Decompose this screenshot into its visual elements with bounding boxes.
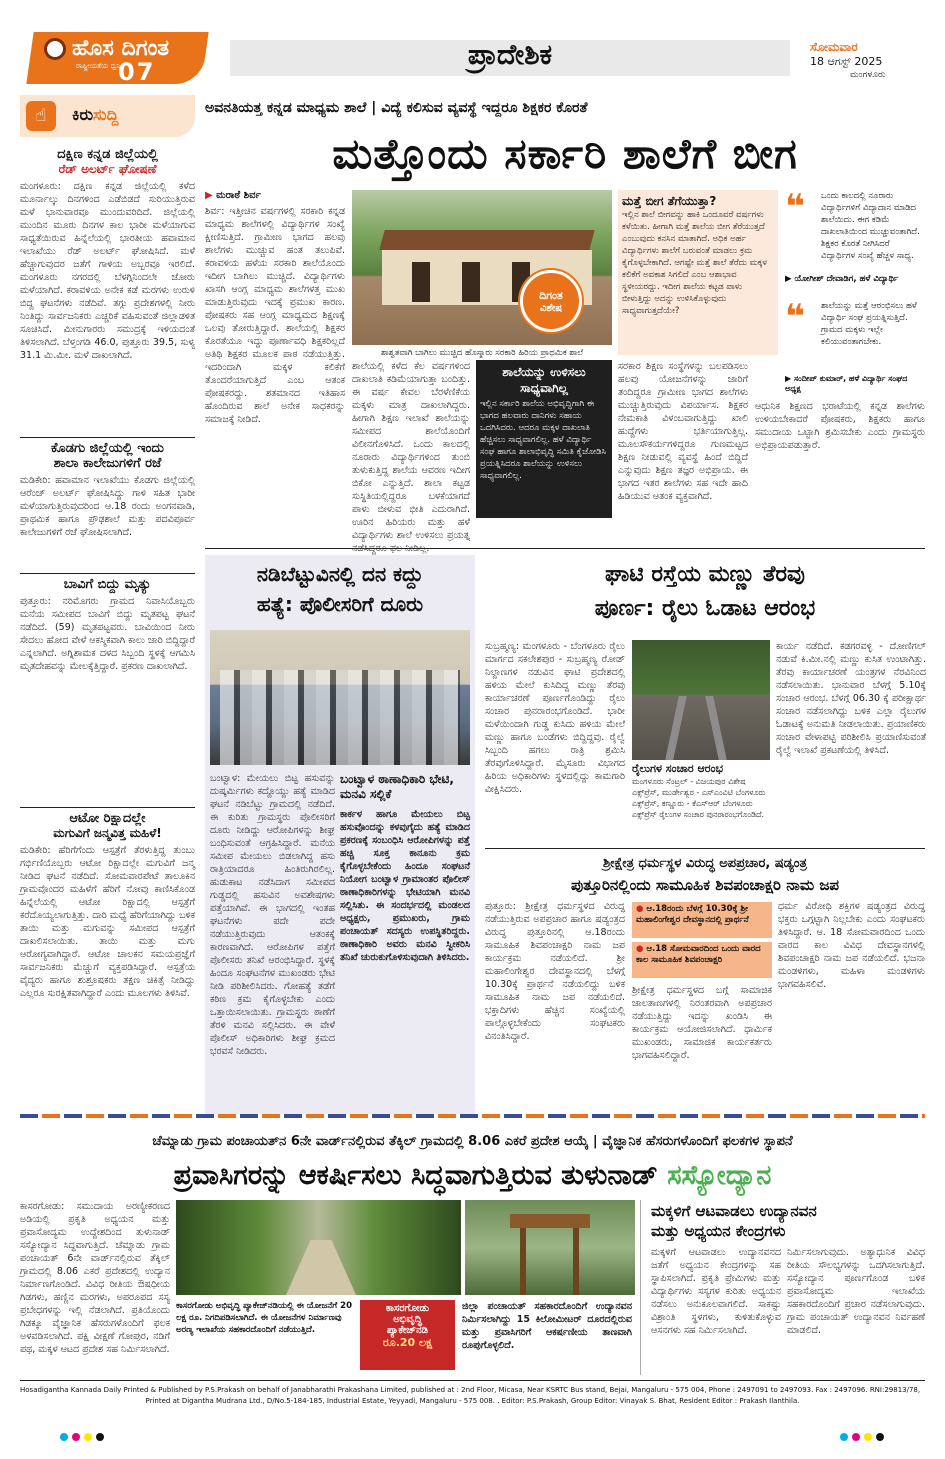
note-text: ಆ.18 ಸೋಮವಾರದಿಂದ ಒಂದು ವಾರದ ಕಾಲ ಸಾಮೂಹಿಕ ಶಿವಪಂಚಾಕ್ಷರಿ	[636, 944, 761, 965]
quote-icon: ❝	[785, 187, 805, 227]
cmyk-dot-icon	[840, 1433, 848, 1441]
quote-text: ಒಂದು ಕಾಲದಲ್ಲಿ ನೂರಾರು ವಿದ್ಯಾರ್ಥಿಗಳಿಗೆ ವಿದ್ಯಾದಾನ ಮಾಡಿದ ಶಾಲೆಯಿದು. ಈಗ ಕಡಿಮೆ ದಾಖಲಾತಿಯಿಂದ ಮುಚ್ಚುವಂತಾಗಿದೆ. ಶಿಕ್ಷಕರ ಕೊರತೆ ನೀಗಿಸಿದರೆ ವಿದ್ಯಾರ್ಥಿಗಳ ಸಂಖ್ಯೆ ಹೆಚ್ಚಳ ಸಾಧ್ಯ.	[821, 191, 920, 261]
question-body: ಇಲ್ಲಿನ ಶಾಲೆ ಬೀಗವನ್ನು ಹಾಕಿ ಒಂದೂವರೆ ವರ್ಷಗಳು ಕಳೆಯಿತು. ಹೀಗಾಗಿ ಮತ್ತೆ ಶಾಲೆಯ ಬೀಗ ತೆರೆಯುತ್ತದೆ ಎಂಬುವುದು ಕನಸಿನ ಮಾತಾಗಿದೆ. ಅಧಿಕ ಅರ್ಹ ವಿದ್ಯಾರ್ಥಿಗಳು ಶಾಲೆಗೆ ಬರುವಂತೆ ಮಾಡಲು ಕ್ರಮ ಕೈಗೊಳ್ಳಬೇಕಾಗಿದೆ. ಆಗಷ್ಟೇ ಮತ್ತೆ ಶಾಲೆ ತೆರೆದು ಮಕ್ಕಳ ಕಲಿಕೆಗೆ ಅವಕಾಶ ಸಿಗಲಿದೆ ಎಂಬ ಆಶಾಭಾವ ಸ್ಥಳೀಯರದ್ದು. ಇದೀಗ ಶಾಲೆಯ ಕಟ್ಟಡ ಪಾಳು ಬೀಳುತ್ತಿದ್ದು ಅದನ್ನು ಉಳಿಸಿಕೊಳ್ಳುವುದು ಸಾಧ್ಯವಾಗುತ್ತದೆಯೇ?	[622, 210, 767, 316]
kiru-item-title-2: ಮಗುವಿಗೆ ಜನ್ಮವಿತ್ತ ಮಹಿಳೆ!	[53, 826, 162, 840]
save-school-box	[476, 360, 612, 518]
package-badge-3: ಪ್ಯಾಕೇಜ್‌ನಡಿ	[387, 1325, 428, 1336]
park-headline-a: ಪ್ರವಾಸಿಗರನ್ನು ಆಕರ್ಷಿಸಲು ಸಿದ್ಧವಾಗುತ್ತಿರುವ ತುಳುನಾಡ್	[173, 1160, 658, 1191]
temple-note-1	[632, 902, 772, 938]
kiru-item-3	[20, 577, 195, 815]
side-col-1: ಮಕ್ಕಳಿಗೆ ಆಟವಾಡಲು ಉದ್ಯಾನವನದ ಜತೆಗೆ ಅಧ್ಯಯನ ಕೇಂದ್ರಗಳನ್ನು ಸಹ ಸ್ಥಾಪಿಸಲಾಗಿದೆ. ಪ್ರಕೃತಿ ಪ್ರೇಮಿಗಳು ಮತ್ತು ವಿದ್ಯಾರ್ಥಿಗಳು ಸಸ್ಯಗಳ ಕುರಿತು ಅಧ್ಯಯನ ನಡೆಸಲು ಅನುಕೂಲವಾಗಲಿದೆ. ಸಾಕಷ್ಟು ವಿಶ್ರಾಂತಿ ಸ್ಥಳಗಳು, ಕುಳಿತುಕೊಳ್ಳುವ ಆಸನಗಳು ಸಹ ನಿರ್ಮಿಸಲಾಗಿದೆ.	[651, 1247, 781, 1336]
quote-text: ಶಾಲೆಯನ್ನು ಮತ್ತೆ ಆರಂಭಿಸಲು ಹಳೆ ವಿದ್ಯಾರ್ಥಿ ಸಂಘ ಪ್ರಯತ್ನಿಸುತ್ತಿದೆ. ಗ್ರಾಮದ ಮಕ್ಕಳು ಇಲ್ಲೇ ಕಲಿಯುವಂತಾಗಬೇಕು.	[821, 301, 917, 347]
print-registration-marks	[60, 1430, 885, 1444]
quote-icon: ❝	[785, 297, 805, 337]
note-bullet-icon: ●	[636, 904, 644, 914]
cmyk-dot-icon	[876, 1433, 884, 1441]
band-divider	[20, 1114, 925, 1118]
section-divider	[485, 848, 925, 849]
park-headline	[20, 1158, 925, 1194]
watchtower-photo	[465, 1200, 635, 1295]
lead-col3: ಸರಕಾರ ಶಿಕ್ಷಣ ಸಂಸ್ಥೆಗಳನ್ನು ಬಲಪಡಿಸಲು ಹಲವು ಯೋಜನೆಗಳನ್ನು ಜಾರಿಗೆ ತಂದಿದ್ದರೂ ಗ್ರಾಮೀಣ ಭಾಗದ ಶಾಲೆಗಳು ಮುಚ್ಚುತ್ತಿರುವುದು ವಿಪರ್ಯಾಸ. ಶಿಕ್ಷಕರ ನೇಮಕಾತಿ ವಿಳಂಬವಾಗುತ್ತಿದ್ದು ಖಾಲಿ ಹುದ್ದೆಗಳು ಭರ್ತಿಯಾಗುತ್ತಿಲ್ಲ. ಮೂಲಸೌಕರ್ಯಗಳಿದ್ದರೂ ಗುಣಮಟ್ಟದ ಶಿಕ್ಷಣ ನೀಡುವಲ್ಲಿ ವ್ಯವಸ್ಥೆ ಹಿಂದೆ ಬಿದ್ದಿದೆ ಎನ್ನುವುದು ಶಿಕ್ಷಣ ತಜ್ಞರ ಅಭಿಪ್ರಾಯ. ಈ ಭಾಗದ ಇತರ ಶಾಲೆಗಳು ಸಹ ಇದೇ ಹಾದಿ ಹಿಡಿಯುವ ಆತಂಕ ವ್ಯಕ್ತವಾಗಿದೆ.	[618, 361, 748, 502]
cmyk-dot-icon	[96, 1433, 104, 1441]
kiru-item-title: ದಕ್ಷಿಣ ಕನ್ನಡ ಜಿಲ್ಲೆಯಲ್ಲಿ	[57, 147, 158, 162]
lead-headline: ಮತ್ತೊಂದು ಸರ್ಕಾರಿ ಶಾಲೆಗೆ ಬೀಗ	[332, 129, 798, 178]
kiru-column	[20, 95, 195, 1110]
kiru-item-4	[20, 811, 195, 1106]
kiru-label	[72, 105, 118, 125]
footer-divider	[20, 1380, 925, 1381]
lead-kicker: ಅವನತಿಯತ್ತ ಕನ್ನಡ ಮಾಧ್ಯಮ ಶಾಲೆ | ವಿದ್ಯೆ ಕಲಿಸುವ ವ್ಯವಸ್ಥೆ ಇದ್ದರೂ ಶಿಕ್ಷಕರ ಕೊರತೆ	[205, 100, 588, 116]
kiru-item-title-2: ರೆಡ್ ಅಲರ್ಟ್ ಘೋಷಣೆ	[58, 162, 157, 176]
digantha-badge	[520, 270, 582, 332]
temple-headline: ಪುತ್ತೂರಿನಲ್ಲಿಂದು ಸಾಮೂಹಿಕ ಶಿವಪಂಚಾಕ್ಷರಿ ನಾಮ ಜಪ	[570, 876, 840, 894]
park-side-box	[640, 1200, 925, 1375]
quote-author: ▶ ಯೋಗೀಶ್ ದೇವಾಡಿಗ, ಹಳೆ ವಿದ್ಯಾರ್ಥಿ	[785, 274, 899, 284]
rail-headline-1: ಘಾಟಿ ರಸ್ತೆಯ ಮಣ್ಣು ತೆರವು	[605, 562, 805, 587]
rail-headline-2: ಪೂರ್ಣ: ರೈಲು ಓಡಾಟ ಆರಂಭ	[594, 596, 816, 621]
railway-caption-box	[632, 762, 770, 840]
divider	[20, 807, 195, 808]
kiru-item-body: ಪುತ್ತೂರು: ನರಿಮೊಗರು ಗ್ರಾಮದ ನಿವಾಸಿಯೊಬ್ಬರು ಮನೆಯ ಸಮೀಪದ ಬಾವಿಗೆ ಬಿದ್ದು ಮೃತಪಟ್ಟ ಘಟನೆ ನಡೆದಿದೆ. (59) ಮೃತಪಟ್ಟವರು. ಬಾವಿಯಿಂದ ನೀರು ಸೇದಲು ಹೋದ ವೇಳೆ ಆಕಸ್ಮಿಕವಾಗಿ ಕಾಲು ಜಾರಿ ಬಿದ್ದಿದ್ದಾರೆ ಎನ್ನಲಾಗಿದೆ. ಅಗ್ನಿಶಾಮಕ ದಳದ ಸಿಬ್ಬಂದಿ ಸ್ಥಳಕ್ಕೆ ಆಗಮಿಸಿ ಮೃತದೇಹವನ್ನು ಮೇಲಕ್ಕೆತ್ತಿದ್ದಾರೆ. ಪ್ರಕರಣ ದಾಖಲಾಗಿದೆ.	[20, 596, 195, 672]
lead-col2: ಶಾಲೆಯಲ್ಲಿ ಕಳೆದ ಕೆಲ ವರ್ಷಗಳಿಂದ ದಾಖಲಾತಿ ಕಡಿಮೆಯಾಗುತ್ತಾ ಬಂದಿತ್ತು. ಈ ವರ್ಷ ಕೇವಲ ಬೆರಳೆಣಿಕೆಯ ಮಕ್ಕಳು ಮಾತ್ರ ದಾಖಲಾಗಿದ್ದರು. ಹೀಗಾಗಿ ಶಿಕ್ಷಣ ಇಲಾಖೆ ಶಾಲೆಯನ್ನು ಸಮೀಪದ ಶಾಲೆಯೊಂದಿಗೆ ವಿಲೀನಗೊಳಿಸಿದೆ. ಒಂದು ಕಾಲದಲ್ಲಿ ನೂರಾರು ವಿದ್ಯಾರ್ಥಿಗಳಿಂದ ತುಂಬಿ ತುಳುಕುತ್ತಿದ್ದ ಶಾಲೆಯ ಆವರಣ ಇದೀಗ ಬಿಕೋ ಎನ್ನುತ್ತಿದೆ. ಶಾಲಾ ಕಟ್ಟಡ ಸುಸ್ಥಿತಿಯಲ್ಲಿದ್ದರೂ ಬಳಕೆಯಾಗದೆ ಪಾಳು ಬೀಳುವ ಭೀತಿ ಎದುರಾಗಿದೆ. ಊರಿನ ಹಿರಿಯರು ಮತ್ತು ಹಳೆ ವಿದ್ಯಾರ್ಥಿಗಳು ಶಾಲೆ ಉಳಿಸಲು ಪ್ರಯತ್ನ	[352, 361, 470, 541]
rail-track	[705, 696, 727, 760]
cow-body: ಬಂಟ್ವಾಳ: ಮೇಯಲು ಬಿಟ್ಟ ಹಸುವನ್ನು ದುಷ್ಕರ್ಮಿಗಳು ಕದ್ದೊಯ್ದು ಹತ್ಯೆ ಮಾಡಿದ ಘಟನೆ ನಡಿಬೆಟ್ಟು ಗ್ರಾಮದಲ್ಲಿ ನಡೆದಿದೆ. ಈ ಕುರಿತು ಗ್ರಾಮಸ್ಥರು ಪೊಲೀಸರಿಗೆ ದೂರು ನೀಡಿದ್ದು ಆರೋಪಿಗಳನ್ನು ಶೀಘ್ರ ಬಂಧಿಸುವಂತೆ ಆಗ್ರಹಿಸಿದ್ದಾರೆ. ಮನೆಯ ಸಮೀಪ ಮೇಯಲು ಬಿಡಲಾಗಿದ್ದ ಹಸು ರಾತ್ರಿಯಾದರೂ ಹಿಂತಿರುಗಿರಲಿಲ್ಲ. ಹುಡುಕಾಟ ನಡೆಸಿದಾಗ ಸಮೀಪದ ಗುಡ್ಡದಲ್ಲಿ ಹಸುವಿನ ಅವಶೇಷಗಳು ಪತ್ತೆಯಾಗಿವೆ. ಈ ಭಾಗದಲ್ಲಿ ಇಂತಹ ಘಟನೆಗಳು ಪದೇ ಪದೇ ನಡೆಯುತ್ತಿರುವುದು ಆತಂಕಕ್ಕೆ ಕಾರಣವಾಗಿದೆ. ಆರೋಪಿಗಳ ಪತ್ತೆಗೆ ಪೊಲೀಸರು ತನಿಖೆ ಆರಂಭಿಸಿದ್ದಾರೆ. ಸ್ಥಳಕ್ಕೆ ಹಿಂದೂ ಸಂಘಟನೆಗಳ ಮುಖಂಡರು ಭೇಟಿ ನೀಡಿ ಪರಿಶೀಲಿಸಿದರು. ಗೋಹತ್ಯೆ ತಡೆಗೆ ಕಠಿಣ ಕ್ರಮ ಕೈಗೊಳ್ಳಬೇಕು ಎಂದು ಒತ್ತಾಯಿಸಲಾಯಿತು. ಗ್ರಾಮಸ್ಥರು ಠಾಣೆಗೆ ತೆರಳಿ ಮನವಿ ಸಲ್ಲಿಸಿದರು. ಈ ವೇಳೆ ಪೊಲೀಸ್ ಅಧಿಕಾರಿಗಳು ಶೀಘ್ರ ಕ್ರಮದ ಭರವಸೆ ನೀಡಿದರು.	[210, 773, 335, 1057]
kiru-item-title-2: ಶಾಲಾ ಕಾಲೇಜುಗಳಿಗೆ ರಜೆ	[53, 456, 162, 471]
date-day: ಸೋಮವಾರ	[810, 40, 858, 54]
rail-track	[665, 696, 687, 760]
park-headline-b: ಸಸ್ಯೋದ್ಯಾನ	[667, 1160, 772, 1191]
side-col-2: ನಿರ್ಮಿಸಲಾಗುವುದು. ಅತ್ಯಾಧುನಿಕ ವಿವಿಧ ರೀತಿಯ ಸೌಲಭ್ಯಗಳನ್ನು ಒದಗಿಸಲಾಗುತ್ತಿದೆ. ಸಸ್ಯೋದ್ಯಾನ ಪೂರ್ಣಗೊಂಡ ಬಳಿಕ ಪ್ರವಾಸೋದ್ಯಮ ಇಲಾಖೆಯ ಸಹಕಾರದೊಂದಿಗೆ ಪ್ರಚಾರ ನಡೆಸಲಾಗುವುದು. ಗ್ರಾಮ ಪಂಚಾಯತ್ ಉದ್ಯಾನವನ ನಿರ್ವಹಣೆ ಮಾಡಲಿದೆ.	[787, 1247, 925, 1336]
kiru-item-title: ಕೊಡಗು ಜಿಲ್ಲೆಯಲ್ಲಿ ಇಂದು	[51, 441, 164, 456]
kiru-item-body: ಮಡಿಕೇರಿ: ಹೆರಿಗೆಗೆಂದು ಆಸ್ಪತ್ರೆಗೆ ತೆರಳುತ್ತಿದ್ದ ತುಂಬು ಗರ್ಭಿಣಿಯೊಬ್ಬರು ಆಟೋ ರಿಕ್ಷಾದಲ್ಲೇ ಮಗುವಿಗೆ ಜನ್ಮ ನೀಡಿದ ಘಟನೆ ನಡೆದಿದೆ. ಸೋಮವಾರಪೇಟೆ ತಾಲೂಕಿನ ಗ್ರಾಮವೊಂದರ ಮಹಿಳೆಗೆ ಹೆರಿಗೆ ನೋವು ಕಾಣಿಸಿಕೊಂಡ ಹಿನ್ನೆಲೆಯಲ್ಲಿ ಆಟೋ ರಿಕ್ಷಾದಲ್ಲಿ ಆಸ್ಪತ್ರೆಗೆ ಕರೆದೊಯ್ಯಲಾಗುತ್ತಿತ್ತು. ದಾರಿ ಮಧ್ಯೆ ಹೆರಿಗೆಯಾಗಿದ್ದು ಬಳಿಕ ತಾಯಿ ಮತ್ತು ಮಗುವನ್ನು ಸಮೀಪದ ಆಸ್ಪತ್ರೆಗೆ ದಾಖಲಿಸಲಾಯಿತು. ತಾಯಿ ಮತ್ತು ಮಗು ಆರೋಗ್ಯವಾಗಿದ್ದಾರೆ. ಆಟೋ ಚಾಲಕನ ಸಮಯಪ್ರಜ್ಞೆಗೆ ಸಾರ್ವಜನಿಕರು ಮೆಚ್ಚುಗೆ ವ್ಯಕ್ತಪಡಿಸಿದ್ದಾರೆ. ಆಸ್ಪತ್ರೆಯ ವೈದ್ಯರು ಹಾಗೂ ಶುಶ್ರೂಷಕರು ತಕ್ಷಣ ಚಿಕಿತ್ಸೆ ನೀಡಿದ್ದು ಎಲ್ಲರೂ ಸುರಕ್ಷಿತವಾಗಿದ್ದಾರೆ ಎಂದು ಮೂಲಗಳು ತಿಳಿಸಿವೆ.	[20, 845, 195, 999]
temple-col3: ಧರ್ಮ ವಿರೋಧಿ ಶಕ್ತಿಗಳ ಷಡ್ಯಂತ್ರದ ವಿರುದ್ಧ ಭಕ್ತರು ಒಗ್ಗಟ್ಟಾಗಿ ನಿಲ್ಲಬೇಕು ಎಂದು ಸಂಘಟಕರು ತಿಳಿಸಿದ್ದಾರೆ. ಆ. 18 ಸೋಮವಾರದಿಂದ ಒಂದು ವಾರದ ಕಾಲ ವಿವಿಧ ದೇವಸ್ಥಾನಗಳಲ್ಲಿ ಶಿವಪಂಚಾಕ್ಷರಿ ನಾಮ ಜಪ ನಡೆಯಲಿದೆ. ಭಜನಾ ಮಂಡಳಿಗಳು, ಮಹಿಳಾ ಮಂಡಳಿಗಳು ಭಾಗವಹಿಸಲಿವೆ.	[778, 901, 925, 990]
date-city: ಮಂಗಳೂರು	[850, 70, 886, 80]
cmyk-dot-icon	[60, 1433, 68, 1441]
cmyk-dot-icon	[852, 1433, 860, 1441]
temple-body: ಪುತ್ತೂರು: ಶ್ರೀಕ್ಷೇತ್ರ ಧರ್ಮಸ್ಥಳದ ವಿರುದ್ಧ ನಡೆಯುತ್ತಿರುವ ಅಪಪ್ರಚಾರ ಹಾಗೂ ಷಡ್ಯಂತ್ರದ ವಿರುದ್ಧ ಪುತ್ತೂರಿನಲ್ಲಿ ಆ.18ರಂದು ಸಾಮೂಹಿಕ ಶಿವಪಂಚಾಕ್ಷರಿ ನಾಮ ಜಪ ಕಾರ್ಯಕ್ರಮ ನಡೆಯಲಿದೆ. ಶ್ರೀ ಮಹಾಲಿಂಗೇಶ್ವರ ದೇವಸ್ಥಾನದಲ್ಲಿ ಬೆಳಗ್ಗೆ 10.30ಕ್ಕೆ ಪ್ರಾರ್ಥನೆ ನಡೆಯಲಿದ್ದು ಬಳಿಕ ಸಾಮೂಹಿಕ ನಾಮ ಜಪ ನಡೆಯಲಿದೆ. ಭಕ್ತಾದಿಗಳು ಹೆಚ್ಚಿನ ಸಂಖ್ಯೆಯಲ್ಲಿ ಪಾಲ್ಗೊಳ್ಳಬೇಕೆಂದು ಸಂಘಟಕರು ವಿನಂತಿಸಿದ್ದಾರೆ.	[485, 901, 625, 1042]
date-text: 18 ಆಗಸ್ಟ್ 2025	[810, 55, 883, 68]
section-divider	[205, 548, 925, 549]
divider	[20, 437, 195, 438]
quote-author-text: ಯೋಗೀಶ್ ದೇವಾಡಿಗ, ಹಳೆ ವಿದ್ಯಾರ್ಥಿ	[794, 274, 899, 284]
rail-body: ಸುಬ್ರಹ್ಮಣ್ಯ: ಮಂಗಳೂರು - ಬೆಂಗಳೂರು ರೈಲು ಮಾರ್ಗದ ಸಕಲೇಶಪುರ - ಸುಬ್ರಹ್ಮಣ್ಯ ರೋಡ್ ನಿಲ್ದಾಣಗಳ ನಡುವಿನ ಘಾಟಿ ಪ್ರದೇಶದಲ್ಲಿ ಹಳಿಯ ಮೇಲೆ ಕುಸಿದಿದ್ದ ಮಣ್ಣು ತೆರವು ಕಾರ್ಯಾಚರಣೆ ಪೂರ್ಣಗೊಂಡಿದ್ದು ರೈಲು ಸಂಚಾರ ಪುನರಾರಂಭಗೊಂಡಿದೆ. ಭಾರೀ ಮಳೆಯಿಂದಾಗಿ ಗುಡ್ಡ ಕುಸಿದು ಹಳಿಯ ಮೇಲೆ ಮಣ್ಣು ಹಾಗೂ ಬಂಡೆಗಳು ಬಿದ್ದಿದ್ದವು. ರೈಲ್ವೆ ಸಿಬ್ಬಂದಿ ಹಗಲು ರಾತ್ರಿ ಶ್ರಮಿಸಿ ತೆರವುಗೊಳಿಸಿದ್ದಾರೆ. ಮೈಸೂರು ವಿಭಾಗದ ಹಿರಿಯ ಅಧಿಕಾರಿಗಳು ಸ್ಥಳದಲ್ಲಿದ್ದು ಕಾಮಗಾರಿ ವೀಕ್ಷಿಸಿದರು.	[485, 641, 625, 795]
question-title: ಮತ್ತೆ ಬೀಗ ತೆಗೆಯುತ್ತಾ?	[622, 194, 717, 208]
railway-photo	[632, 640, 770, 760]
cmyk-dot-icon	[72, 1433, 80, 1441]
masthead	[0, 0, 945, 92]
people-group	[220, 670, 460, 765]
lead-col1: ಶಿರ್ವ: ಇತ್ತೀಚಿನ ವರ್ಷಗಳಲ್ಲಿ ಸರಕಾರಿ ಕನ್ನಡ ಮಾಧ್ಯಮ ಶಾಲೆಗಳಲ್ಲಿ ವಿದ್ಯಾರ್ಥಿಗಳ ಸಂಖ್ಯೆ ಕ್ಷೀಣಿಸುತ್ತಿದೆ. ಗ್ರಾಮೀಣ ಭಾಗದ ಹಲವು ಶಾಲೆಗಳು ಮುಚ್ಚುವ ಹಂತ ತಲುಪಿವೆ. ಕರಾವಳಿಯ ಹಳೆಯ ಸರಕಾರಿ ಶಾಲೆಯೊಂದು ಇದೀಗ ಬಾಗಿಲು ಮುಚ್ಚಿದೆ. ವಿದ್ಯಾರ್ಥಿಗಳು ಖಾಸಗಿ ಆಂಗ್ಲ ಮಾಧ್ಯಮ ಶಾಲೆಗಳತ್ತ ಮುಖ ಮಾಡುತ್ತಿರುವುದು ಇದಕ್ಕೆ ಪ್ರಮುಖ ಕಾರಣ. ಪೋಷಕರು ಸಹ ಆಂಗ್ಲ ಮಾಧ್ಯಮದ ಶಿಕ್ಷಣಕ್ಕೆ ಒಲವು ತೋರುತ್ತಿದ್ದಾರೆ. ಶಾಲೆಯಲ್ಲಿ ಶಿಕ್ಷಕರ ಕೊರತೆಯೂ ಇದ್ದು ಪೂರ್ಣಾವಧಿ ಶಿಕ್ಷಕರಿಲ್ಲದೆ ಅತಿಥಿ ಶಿಕ್ಷಕರ ಮೂಲಕ ಪಾಠ ನಡೆಯುತ್ತಿತ್ತು. ಇದರಿಂದಾಗಿ ಮಕ್ಕಳ ಕಲಿಕೆಗೆ ತೊಂದರೆಯಾಗುತ್ತಿದೆ ಎಂಬ ಆತಂಕ ಪೋಷಕರದ್ದು. ಶತಮಾನದ ಇತಿಹಾಸ ಹೊಂದಿರುವ ಶಾಲೆ ಅನೇಕ ಸಾಧಕರನ್ನು ಸಮಾಜಕ್ಕೆ ನೀಡಿದೆ.	[205, 206, 345, 425]
park-caption-2: ಜಿಲ್ಲಾ ಪಂಚಾಯತ್ ಸಹಕಾರದೊಂದಿಗೆ ಉದ್ಯಾನವನ ನಿರ್ಮಿಸಲಾಗಿದ್ದು 15 ಕಿಲೋಮೀಟರ್ ದೂರದಲ್ಲಿರುವ ಮತ್ತು ಪ್ರವಾಸಿಗರಿಗೆ ಆಕರ್ಷಣೀಯ ತಾಣವಾಗಿ ರೂಪುಗೊಳ್ಳಲಿದೆ.	[462, 1301, 632, 1351]
brand-tagline: ರಾಷ್ಟ್ರೀಯತೆಯ ಧ್ವನಿ	[76, 62, 121, 70]
temple-col2: ಶ್ರೀಕ್ಷೇತ್ರ ಧರ್ಮಸ್ಥಳದ ಬಗ್ಗೆ ಸಾಮಾಜಿಕ ಜಾಲತಾಣಗಳಲ್ಲಿ ನಿರಂತರವಾಗಿ ಅಪಪ್ರಚಾರ ನಡೆಯುತ್ತಿದ್ದು ಇದನ್ನು ಖಂಡಿಸಿ ಈ ಕಾರ್ಯಕ್ರಮ ಆಯೋಜಿಸಲಾಗಿದೆ. ಧಾರ್ಮಿಕ ಮುಖಂಡರು, ಸಾಮಾಜಿಕ ಕಾರ್ಯಕರ್ತರು ಭಾಗವಹಿಸಲಿದ್ದಾರೆ.	[632, 985, 772, 1061]
badge-text-a: ದಿಗಂತ	[539, 289, 563, 302]
lead-col5: ಆಧುನಿಕ ಶಿಕ್ಷಣದ ಭರಾಟೆಯಲ್ಲಿ ಕನ್ನಡ ಶಾಲೆಗಳು ಉಳಿಯಬೇಕಾದರೆ ಪೋಷಕರು, ಶಿಕ್ಷಕರು ಹಾಗೂ ಸಮುದಾಯ ಒಟ್ಟಾಗಿ ಶ್ರಮಿಸಬೇಕು ಎಂದು ಗ್ರಾಮಸ್ಥರು ಅಭಿಪ್ರಾಯಪಡುತ್ತಾರೆ.	[755, 401, 925, 451]
temple-kicker: ಶ್ರೀಕ್ಷೇತ್ರ ಧರ್ಮಸ್ಥಳ ವಿರುದ್ಧ ಅಪಪ್ರಚಾರ, ಷಡ್ಯಂತ್ರ	[603, 856, 807, 871]
package-badge-2: ಅಭಿವೃದ್ಧಿ	[393, 1314, 422, 1325]
cow-sub-title: ಬಂಟ್ವಾಳ ಠಾಣಾಧಿಕಾರಿ ಭೇಟಿ, ಮನವಿ ಸಲ್ಲಿಕೆ	[340, 772, 454, 801]
brand-logo-icon	[44, 38, 66, 60]
imprint-line-1: Hosadigantha Kannada Daily Printed & Published by P.S.Prakash on behalf of Janabharathi Prakashana Limited, published at : 2nd Floor, Micasa, Near KSRTC Bus stand, Bejai, Mangaluru - 575 004, Phone : 2497091 to 2497093. Fax : 2497096. RNI:29813/78,	[20, 1386, 921, 1394]
page-number: 07	[118, 58, 156, 86]
quote-box-1	[785, 187, 925, 290]
park-caption-1: ಕಾಸರಗೋಡು ಅಭಿವೃದ್ಧಿ ಪ್ಯಾಕೇಜ್‌ನಡಿಯಲ್ಲಿ ಈ ಯೋಜನೆಗೆ 20 ಲಕ್ಷ ರೂ. ನಿಗದಿಪಡಿಸಲಾಗಿದೆ. ಈ ಯೋಜನೆಗಳ ನಿರ್ಮಾಣವು ಅರಣ್ಯ ಇಲಾಖೆಯ ಸಹಕಾರದೊಂದಿಗೆ ನಡೆಯುತ್ತಿದೆ.	[176, 1301, 352, 1335]
walkway	[286, 1240, 356, 1295]
building-door	[412, 262, 430, 302]
kiru-item-title: ಬಾವಿಗೆ ಬಿದ್ದು ಮೃತ್ಯು	[63, 577, 152, 592]
kiru-item-1	[20, 147, 195, 438]
badge-text-b: ವಿಶೇಷ	[539, 303, 562, 314]
railway-caption-body: ಮಂಗಳೂರು ಸೆಂಟ್ರಲ್ - ವಿಜಯಪುರ ವಿಶೇಷ ಎಕ್ಸ್‌ಪ್ರೆಸ್, ಮುರ್ಡೇಶ್ವರ - ಎಸ್‌ಎಂವಿಟಿ ಬೆಂಗಳೂರು ಎಕ್ಸ್‌ಪ್ರೆಸ್, ಕಣ್ಣೂರು - ಕೆಎಸ್‌ಆರ್ ಬೆಂಗಳೂರು ಎಕ್ಸ್‌ಪ್ರೆಸ್ ರೈಲುಗಳ ಸಂಚಾರ ಪುನರಾರಂಭಗೊಂಡಿದೆ.	[632, 777, 766, 819]
divider	[20, 573, 195, 574]
cow-headline-2: ಹತ್ಯೆ: ಪೊಲೀಸರಿಗೆ ದೂರು	[256, 592, 424, 616]
side-title-2: ಮತ್ತು ಅಧ್ಯಯನ ಕೇಂದ್ರಗಳು	[651, 1222, 786, 1240]
quote-author: ▶ ಸಂದೀಪ್ ಕುಮಾರ್, ಹಳೆ ವಿದ್ಯಾರ್ಥಿ ಸಂಘದ ಅಧ್ಯಕ್ಷ	[785, 374, 908, 393]
railway-caption-title: ರೈಲುಗಳ ಸಂಚಾರ ಆರಂಭ	[632, 762, 724, 775]
police-station-photo	[210, 630, 470, 765]
rail-col2: ಕಾರ್ಯ ನಡೆದಿದೆ. ಕಡಗರವಳ್ಳಿ - ದೋಣಿಗಲ್ ನಡುವೆ ಕಿ.ಮೀ.ನಲ್ಲಿ ಮಣ್ಣು ಕುಸಿತ ಉಂಟಾಗಿತ್ತು. ತೆರವು ಕಾರ್ಯಾಚರಣೆ ಯಂತ್ರಗಳ ನೆರವಿನಿಂದ ನಡೆಸಲಾಯಿತು. ಭಾನುವಾರ ಬೆಳಗ್ಗೆ 5.10ಕ್ಕೆ ಸಂಚಾರ ಆರಂಭ. ಬೆಳಗ್ಗೆ 06.30 ಕ್ಕೆ ಪರೀಕ್ಷಾರ್ಥ ಸಂಚಾರ ನಡೆಸಲಾಗಿದ್ದು ಬಳಿಕ ಎಲ್ಲಾ ರೈಲುಗಳ ಓಡಾಟಕ್ಕೆ ಅನುಮತಿ ನೀಡಲಾಯಿತು. ಪ್ರಯಾಣಿಕರು ಸಂಚಾರ ವೇಳಾಪಟ್ಟಿ ಪರಿಶೀಲಿಸಿ ಪ್ರಯಾಣಿಸುವಂತೆ ರೈಲ್ವೆ ಇಲಾಖೆ ಪ್ರಕಟಣೆಯಲ್ಲಿ ತಿಳಿಸಿದೆ.	[776, 641, 926, 756]
tower-leg	[520, 1228, 526, 1295]
school-photo-caption: ಶಾಶ್ವತವಾಗಿ ಬಾಗಿಲು ಮುಚ್ಚಿದ ಹೊಸ್ಮಾರು ಸರಕಾರಿ ಹಿರಿಯ ಪ್ರಾಥಮಿಕ ಶಾಲೆ	[381, 348, 583, 358]
building-door	[462, 262, 480, 302]
temple-note-2	[632, 942, 772, 978]
cmyk-dot-icon	[864, 1433, 872, 1441]
kiru-item-body: ಮಂಗಳೂರು: ದಕ್ಷಿಣ ಕನ್ನಡ ಜಿಲ್ಲೆಯಲ್ಲಿ ಕಳೆದ ಮೂರ್ನಾಲ್ಕು ದಿನಗಳಿಂದ ಎಡೆಬಿಡದೆ ಸುರಿಯುತ್ತಿರುವ ಮಳೆ ಭಾನುವಾರವೂ ಮುಂದುವರಿದಿದೆ. ಜಿಲ್ಲೆಯಲ್ಲಿ ಮುಂದಿನ ಮೂರು ದಿನಗಳ ಕಾಲ ಭಾರೀ ಮಳೆಯಾಗುವ ಸಾಧ್ಯತೆಯಿರುವ ಹಿನ್ನೆಲೆಯಲ್ಲಿ ಭಾರತೀಯ ಹವಾಮಾನ ಇಲಾಖೆಯು ರೆಡ್ ಅಲರ್ಟ್ ಘೋಷಿಸಿದೆ. ಮಳೆ ಹೆಚ್ಚಾಗುವುದರ ಜತೆಗೆ ಗಾಳಿಯ ಅಬ್ಬರವೂ ಇರಲಿದೆ. ಮಂಗಳೂರು ನಗರದಲ್ಲಿ ಬೆಳಗ್ಗಿನಿಂದಲೇ ಜೋರು ಮಳೆಯಾಗಿದೆ. ಕರಾವಳಿಯ ಅನೇಕ ಕಡೆ ಮರಗಳು ಉರುಳಿ ಬಿದ್ದ ಘಟನೆಗಳು ನಡೆದಿವೆ. ತಗ್ಗು ಪ್ರದೇಶಗಳಲ್ಲಿ ನೀರು ನಿಂತಿದ್ದು ಸಾರ್ವಜನಿಕರು ಎಚ್ಚರಿಕೆ ವಹಿಸುವಂತೆ ಜಿಲ್ಲಾಡಳಿತ ಸೂಚಿಸಿದೆ. ಮೀನುಗಾರರು ಸಮುದ್ರಕ್ಕೆ ಇಳಿಯದಂತೆ ತಿಳಿಸಲಾಗಿದೆ. ಬೆಳ್ತಂಗಡಿ 46.0, ಪುತ್ತೂರು 39.5, ಸುಳ್ಯ 31.1 ಮಿ.ಮೀ. ಮಳೆ ದಾಖಲಾಗಿದೆ.	[20, 181, 195, 361]
package-badge	[360, 1300, 455, 1370]
cow-sub-body: ಕಾರ್ಕಳ ಹಾಗೂ ಮೇಯಲು ಬಿಟ್ಟ ಹಸುವೊಂದನ್ನು ಕಳವುಗೈದು ಹತ್ಯೆ ಮಾಡಿದ ಪ್ರಕರಣಕ್ಕೆ ಸಂಬಂಧಿಸಿ ಆರೋಪಿಗಳನ್ನು ಪತ್ತೆ ಹಚ್ಚಿ ಸೂಕ್ತ ಕಾನೂನು ಕ್ರಮ ಕೈಗೊಳ್ಳಬೇಕೆಂದು ಹಿಂದೂ ಸಂಘಟನೆ ನಿಯೋಗ ಬಂಟ್ವಾಳ ಗ್ರಾಮಾಂತರ ಪೊಲೀಸ್ ಠಾಣಾಧಿಕಾರಿಗಳನ್ನು ಭೇಟಿಯಾಗಿ ಮನವಿ ಸಲ್ಲಿಸಿತು. ಈ ಸಂದರ್ಭದಲ್ಲಿ ಮಂಡಲದ ಅಧ್ಯಕ್ಷರು, ಪ್ರಮುಖರು, ಗ್ರಾಮ ಪಂಚಾಯತ್ ಸದಸ್ಯರು ಉಪಸ್ಥಿತರಿದ್ದರು. ಠಾಣಾಧಿಕಾರಿ ಅವರು ಮನವಿ ಸ್ವೀಕರಿಸಿ ತನಿಖೆ ಚುರುಕುಗೊಳಿಸುವುದಾಗಿ ತಿಳಿಸಿದರು.	[340, 809, 470, 963]
kiru-item-2	[20, 441, 195, 564]
kiru-label-a: ಕಿರು	[72, 105, 94, 124]
side-title-1: ಮಕ್ಕಳಿಗೆ ಆಟವಾಡಲು ಉದ್ಯಾನವನ	[651, 1202, 817, 1220]
kiru-item-body: ಮಡಿಕೇರಿ: ಹವಾಮಾನ ಇಲಾಖೆಯು ಕೊಡಗು ಜಿಲ್ಲೆಯಲ್ಲಿ ಆರೆಂಜ್ ಅಲರ್ಟ್ ಘೋಷಿಸಿದ್ದು ಗಾಳಿ ಸಹಿತ ಭಾರೀ ಮಳೆಯಾಗುತ್ತಿರುವುದರಿಂದ ಆ.18 ರಂದು ಅಂಗನವಾಡಿ, ಪ್ರಾಥಮಿಕ ಹಾಗೂ ಪ್ರೌಢಶಾಲೆ ಮತ್ತು ಪದವಿಪೂರ್ವ ಕಾಲೇಜುಗಳಿಗೆ ರಜೆ ಘೋಷಿಸಲಾಗಿದೆ.	[20, 475, 195, 538]
building-roof	[379, 230, 594, 250]
box-title: ಶಾಲೆಯನ್ನು ಉಳಿಸಲು ಸಾಧ್ಯವಾಗಿಲ್ಲ	[502, 365, 586, 395]
note-text: ಆ.18ರಂದು ಬೆಳಗ್ಗೆ 10.30ಕ್ಕೆ ಶ್ರೀ ಮಹಾಲಿಂಗೇಶ್ವರ ದೇವಸ್ಥಾನದಲ್ಲಿ ಪ್ರಾರ್ಥನೆ	[636, 904, 749, 925]
kiru-label-b: ಸುದ್ದಿ	[93, 105, 119, 124]
garden-path-photo	[176, 1200, 461, 1295]
park-kicker: ಚೆಮ್ನಾಡು ಗ್ರಾಮ ಪಂಚಾಯತ್‌ನ 6ನೇ ವಾರ್ಡ್‌ನಲ್ಲಿರುವ ತೆಕ್ಕಿಲ್ ಗ್ರಾಮದಲ್ಲಿ 8.06 ಎಕರೆ ಪ್ರದೇಶ ಆಯ್ಕೆ | ವೈಜ್ಞಾನಿಕ ಹೆಸರುಗಳೊಂದಿಗೆ ಫಲಕಗಳ ಸ್ಥಾಪನೆ	[152, 1134, 793, 1149]
tower-leg	[573, 1228, 579, 1295]
question-box	[618, 190, 778, 355]
kiru-item-title: ಆಟೋ ರಿಕ್ಷಾದಲ್ಲೇ	[69, 811, 146, 826]
quote-box-2	[785, 297, 925, 395]
section-title: ಪ್ರಾದೇಶಿಕ	[467, 38, 553, 71]
imprint-line-2: Printed at Digantha Mudrana Ltd., D/No.5-184-185, Industrial Estate, Yeyyadi, Mangaluru - 575 008. . Editor: P.S.Prakash, Group Editor: Vinayak S. Bhat, Resident Editor : Prakash Ilanthila.	[145, 1397, 800, 1405]
park-body: ಕಾಸರಗೋಡು: ಸಮುದಾಯ ಅರಣ್ಯೀಕರಣದ ಅಡಿಯಲ್ಲಿ ಪ್ರಕೃತಿ ಅಧ್ಯಯನ ಮತ್ತು ಪ್ರವಾಸೋದ್ಯಮ ಉದ್ದೇಶದಿಂದ ತುಳುನಾಡ್ ಸಸ್ಯೋದ್ಯಾನ ಸಿದ್ಧವಾಗುತ್ತಿದೆ. ಚೆಮ್ನಾಡು ಗ್ರಾಮ ಪಂಚಾಯತ್ 6ನೇ ವಾರ್ಡ್‌ನಲ್ಲಿರುವ ತೆಕ್ಕಿಲ್ ಗ್ರಾಮದಲ್ಲಿ 8.06 ಎಕರೆ ಪ್ರದೇಶದಲ್ಲಿ ಉದ್ಯಾನ ನಿರ್ಮಾಣಗೊಂಡಿದೆ. ವಿವಿಧ ರೀತಿಯ ಔಷಧೀಯ ಗಿಡಗಳು, ಹಣ್ಣಿನ ಮರಗಳು, ಅಪರೂಪದ ಸಸ್ಯ ಪ್ರಬೇಧಗಳನ್ನು ಇಲ್ಲಿ ನೆಡಲಾಗಿದೆ. ಪ್ರತಿಯೊಂದು ಗಿಡಕ್ಕೂ ವೈಜ್ಞಾನಿಕ ಹೆಸರುಗಳೊಂದಿಗೆ ಫಲಕ ಅಳವಡಿಸಲಾಗಿದೆ. ಪಕ್ಷಿ ವೀಕ್ಷಣೆ ಗೋಪುರ, ನಡಿಗೆ ಪಥ, ಮಕ್ಕಳ ಆಟದ ಪ್ರದೇಶ ಸಹ ನಿರ್ಮಿಸಲಾಗಿದೆ.	[20, 1201, 170, 1355]
package-badge-1: ಕಾಸರಗೋಡು	[385, 1303, 430, 1314]
package-badge-4: ರೂ.20 ಲಕ್ಷ	[382, 1336, 433, 1349]
quote-author-text: ಸಂದೀಪ್ ಕುಮಾರ್, ಹಳೆ ವಿದ್ಯಾರ್ಥಿ ಸಂಘದ ಅಧ್ಯಕ್ಷ	[785, 374, 908, 393]
cmyk-dot-icon	[84, 1433, 92, 1441]
box-body: ಇಲ್ಲಿನ ಸರ್ಕಾರಿ ಶಾಲೆಯ ಅಭಿವೃದ್ಧಿಗಾಗಿ ಈ ಭಾಗದ ಹಲವಾರು ದಾನಿಗಳು ಸಹಾಯ ಒದಗಿಸಿದರು. ಆದರೂ ಮಕ್ಕಳ ದಾಖಲಾತಿ ಹೆಚ್ಚಿಸಲು ಸಾಧ್ಯವಾಗಲಿಲ್ಲ. ಹಳೆ ವಿದ್ಯಾರ್ಥಿ ಸಂಘ ಹಾಗೂ ಶಾಲಾಭಿವೃದ್ಧಿ ಸಮಿತಿ ಕೈಜೋಡಿಸಿ ಪ್ರಯತ್ನಿಸಿದರೂ ಶಾಲೆಯನ್ನು ಉಳಿಸಲು ಸಾಧ್ಯವಾಗಲಿಲ್ಲ.	[480, 399, 606, 481]
cow-headline-1: ನಡಿಬೆಟ್ಟುವಿನಲ್ಲಿ ದನ ಕದ್ದು	[256, 562, 424, 586]
hand-point-icon: ☝	[26, 101, 56, 131]
byline-text: ಮರಾಠೆ ಶಿರ್ವ	[216, 190, 261, 201]
tower-deck	[510, 1214, 590, 1228]
lead-byline: ▶ ಮರಾಠೆ ಶಿರ್ವ	[205, 190, 261, 201]
note-bullet-icon: ●	[636, 944, 644, 954]
brand-name: ಹೊಸ ದಿಗಂತ	[72, 36, 170, 61]
